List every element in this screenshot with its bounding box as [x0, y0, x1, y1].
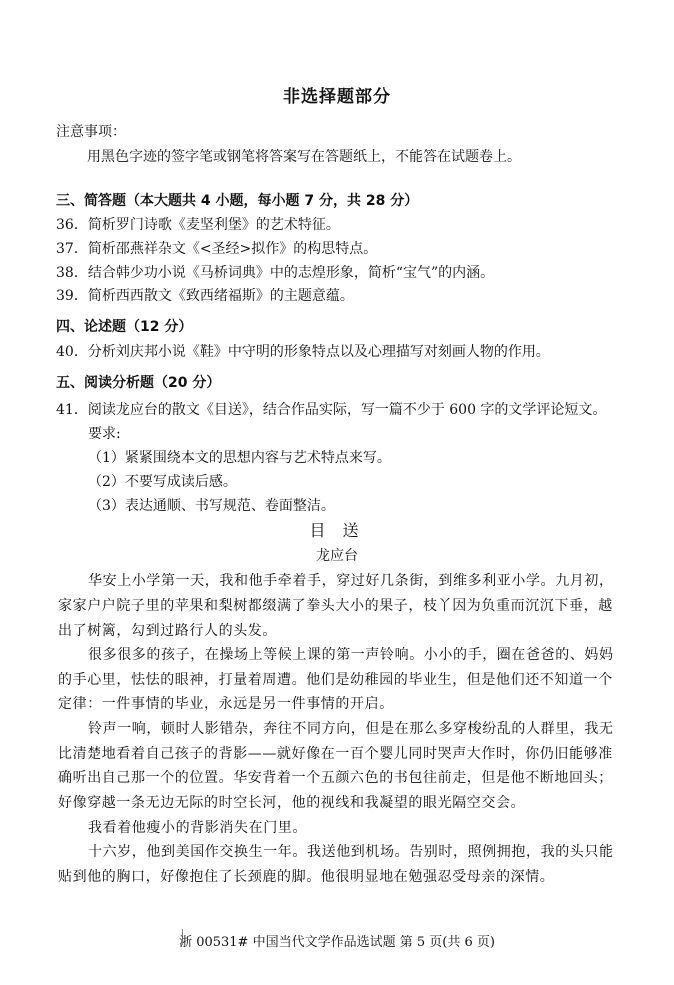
essay-line: 铃声一响，顿时人影错杂，奔往不同方向，但是在那么多穿梭纷乱的人群里，我无: [88, 721, 614, 737]
question-39: 39．简析西西散文《致西绪福斯》的主题意蕴。: [56, 288, 354, 304]
essay-line: 很多很多的孩子，在操场上等候上课的第一声铃响。小小的手，圈在爸爸的、妈妈: [88, 647, 614, 663]
essay-author: 龙应台: [316, 548, 358, 564]
requirement-2: （2）不要写成读后感。: [88, 474, 237, 490]
section-title: 非选择题部分: [283, 87, 391, 107]
essay-line: 家家户户院子里的苹果和梨树都缀满了拳头大小的果子，枝丫因为负重而沉沉下垂，越: [58, 598, 613, 614]
page-footer: 浙 00531# 中国当代文学作品选试题 第 5 页(共 6 页): [179, 935, 495, 950]
essay-line: 定律：一件事情的毕业，永远是另一件事情的开启。: [58, 696, 394, 712]
essay-line: 比清楚地看着自己孩子的背影——就好像在一百个婴儿同时哭声大作时，你仍旧能够准: [58, 746, 613, 762]
essay-title: 目 送: [309, 521, 365, 540]
notice-heading: 注意事项：: [56, 124, 126, 140]
requirement-3: （3）表达通顺、书写规范、卷面整洁。: [88, 498, 335, 514]
requirement-1: （1）紧紧围绕本文的思想内容与艺术特点来写。: [88, 450, 391, 466]
section3-heading: 三、简答题（本大题共 4 小题，每小题 7 分，共 28 分）: [56, 193, 419, 209]
question-41: 41．阅读龙应台的散文《目送》，结合作品实际，写一篇不少于 600 字的文学评论短文。: [56, 402, 607, 418]
question-38: 38．结合韩少功小说《马桥词典》中的志煌形象，简析“宝气”的内涵。: [56, 265, 495, 281]
essay-line: 出了树篱，勾到过路行人的头发。: [58, 623, 277, 639]
essay-line: 确听出自己那一个的位置。华安背着一个五颜六色的书包往前走，但是他不断地回头；: [58, 770, 613, 786]
requirements-label: 要求:: [88, 426, 121, 442]
section4-heading: 四、论述题（12 分）: [56, 319, 193, 335]
question-36: 36．简析罗门诗歌《麦坚利堡》的艺术特征。: [56, 217, 340, 233]
essay-line: 的手心里，怯怯的眼神，打量着周遭。他们是幼稚园的毕业生，但是他们还不知道一个: [58, 672, 613, 688]
section5-heading: 五、阅读分析题（20 分）: [56, 375, 221, 391]
essay-line: 华安上小学第一天，我和他手牵着手，穿过好几条街，到维多利亚小学。九月初，: [88, 573, 614, 589]
essay-line: 我看着他瘦小的背影消失在门里。: [88, 820, 307, 836]
essay-line: 贴到他的胸口，好像抱住了长颈鹿的脚。他很明显地在勉强忍受母亲的深情。: [58, 869, 555, 885]
question-37: 37．简析邵燕祥杂文《<圣经>拟作》的构思特点。: [56, 241, 378, 257]
essay-line: 十六岁，他到美国作交换生一年。我送他到机场。告别时，照例拥抱，我的头只能: [88, 844, 614, 860]
essay-line: 好像穿越一条无边无际的时空长河，他的视线和我凝望的眼光隔空交会。: [58, 795, 526, 811]
question-40: 40．分析刘庆邦小说《鞋》中守明的形象特点以及心理描写对刻画人物的作用。: [56, 344, 550, 360]
notice-text: 用黑色字迹的签字笔或钢笔将答案写在答题纸上，不能答在试题卷上。: [87, 149, 521, 165]
